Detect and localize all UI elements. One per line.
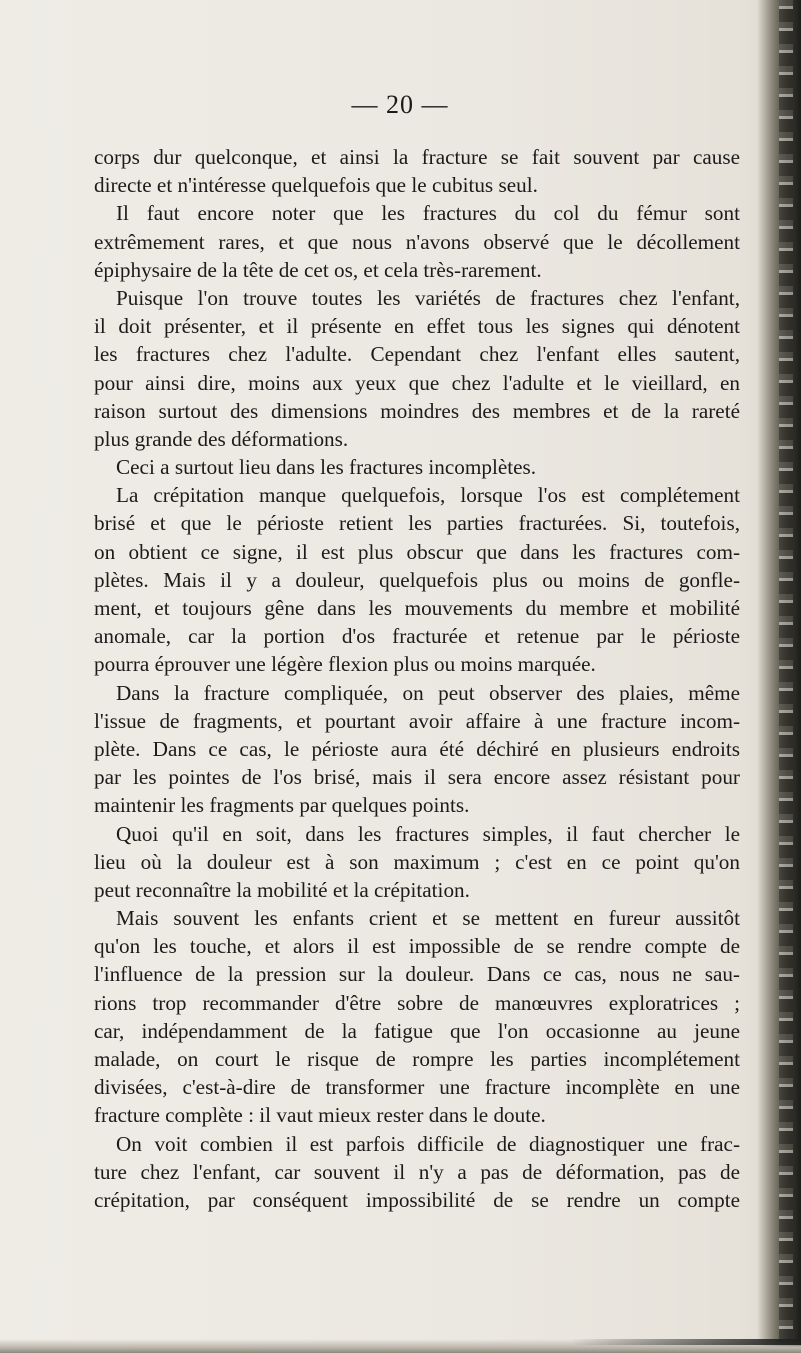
text-line: Mais souvent les enfants crient et se mettent en fureur aussitôt (116, 906, 740, 931)
text-line: directe et n'intéresse quelquefois que le cubitus seul. (94, 173, 538, 198)
text-line: Quoi qu'il en soit, dans les fractures simples, il faut chercher le (116, 821, 740, 846)
text-line: pour ainsi dire, moins aux yeux que chez l'adulte et le vieillard, en (94, 370, 740, 395)
page-number: — 20 — (351, 90, 449, 119)
text-line: Puisque l'on trouve toutes les variétés de fractures chez l'enfant, (116, 285, 740, 310)
text-line: On voit combien il est parfois difficile de diagnostiquer une frac- (116, 1131, 740, 1156)
text-line: plète. Dans ce cas, le périoste aura été déchiré en plusieurs endroits (94, 736, 740, 761)
body-text (94, 143, 740, 1214)
text-line: fracture complète : il vaut mieux rester dans le doute. (94, 1103, 546, 1128)
text-line: Ceci a surtout lieu dans les fractures incomplètes. (116, 455, 537, 480)
text-line: corps dur quelconque, et ainsi la fracture se fait souvent par cause (94, 145, 740, 169)
text-line: Dans la fracture compliquée, on peut observer des plaies, même (116, 680, 740, 705)
text-line: car, indépendamment de la fatigue que l'on occasionne au jeune (94, 1018, 740, 1043)
text-line: qu'on les touche, et alors il est impossible de se rendre compte de (94, 934, 740, 959)
text-line: lieu où la douleur est à son maximum ; c'est en ce point qu'on (94, 849, 740, 874)
text-line: on obtient ce signe, il est plus obscur que dans les fractures com- (94, 539, 740, 564)
text-line: anomale, car la portion d'os fracturée et retenue par le périoste (94, 624, 740, 649)
text-line: plus grande des déformations. (94, 426, 349, 451)
text-line: l'issue de fragments, et pourtant avoir affaire à une fracture incom- (94, 708, 740, 733)
text-line: les fractures chez l'adulte. Cependant chez l'enfant elles sautent, (94, 342, 740, 367)
bottom-page-edge (571, 1339, 801, 1345)
text-line: divisées, c'est-à-dire de transformer une fracture incomplète en une (94, 1075, 740, 1100)
text-line: maintenir les fragments par quelques points. (94, 793, 470, 818)
text-line: ment, et toujours gêne dans les mouvements du membre et mobilité (94, 596, 740, 620)
text-line: rions trop recommander d'être sobre de manœuvres exploratrices ; (94, 990, 740, 1015)
text-line: il doit présenter, et il présente en effet tous les signes qui dénotent (94, 314, 740, 339)
text-line: plètes. Mais il y a douleur, quelquefois plus ou moins de gonfle- (94, 567, 740, 592)
text-line: malade, on court le risque de rompre les parties incomplétement (94, 1047, 740, 1071)
text-line: peut reconnaître la mobilité et la crépitation. (94, 877, 470, 902)
text-line: raison surtout des dimensions moindres des membres et de la rareté (94, 398, 740, 423)
text-line: extrêmement rares, et que nous n'avons observé que le décollement (94, 229, 740, 254)
text-line: pourra éprouver une légère flexion plus ou moins marquée. (94, 652, 596, 677)
text-line: ture chez l'enfant, car souvent il n'y a pas de déformation, pas de (94, 1159, 740, 1184)
text-line: La crépitation manque quelquefois, lorsque l'os est complétement (116, 483, 740, 508)
binding-streaks (779, 0, 793, 1353)
text-line: crépitation, par conséquent impossibilité de se rendre un compte (94, 1187, 740, 1212)
text-line: par les pointes de l'os brisé, mais il sera encore assez résistant pour (94, 765, 740, 790)
text-line: Il faut encore noter que les fractures du col du fémur sont (116, 201, 740, 226)
text-line: brisé et que le périoste retient les parties fracturées. Si, toutefois, (94, 511, 740, 536)
text-line: épiphysaire de la tête de cet os, et cela très-rarement. (94, 257, 542, 282)
text-line: l'influence de la pression sur la douleur. Dans ce cas, nous ne sau- (94, 962, 740, 987)
